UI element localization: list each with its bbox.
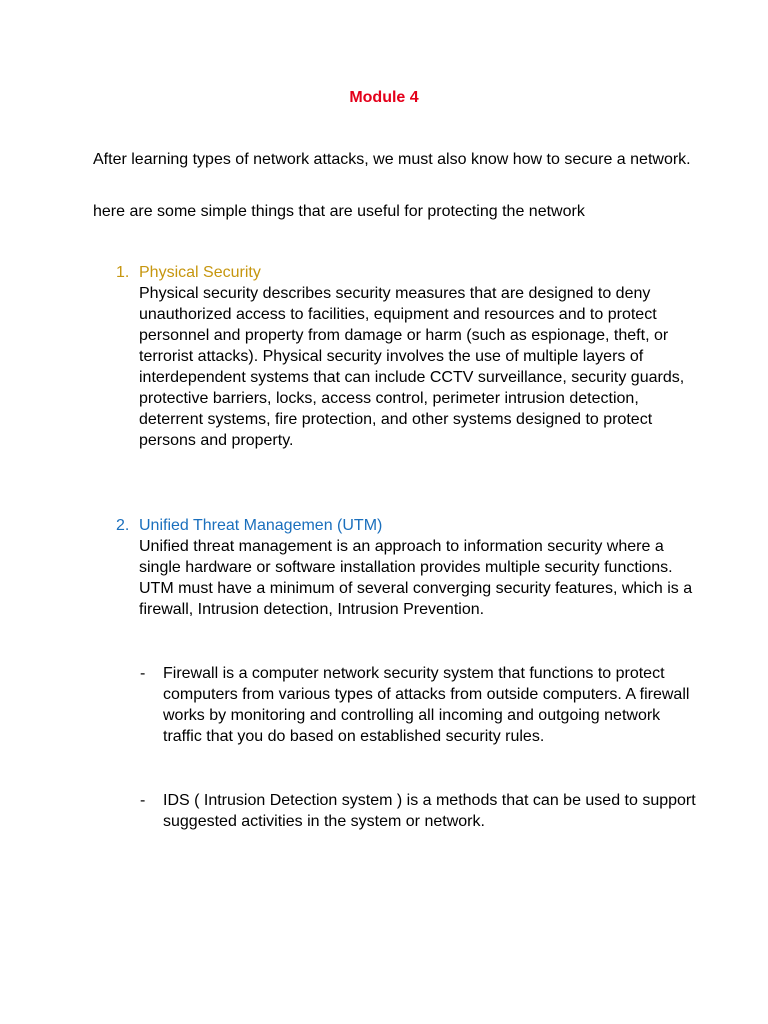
bullet-text: Firewall is a computer network security system that functions to protect computers from various types of attacks from outside computers. A firewall works by monitoring and controlling all incoming and outgoing network traffic that you do based on established security rules.: [163, 665, 690, 745]
bullet-ids: [140, 790, 700, 832]
section-utm: [116, 515, 696, 620]
section-body: Unified threat management is an approach to information security where a single hardware or software installation provides multiple security functions. UTM must have a minimum of several converging security features, which is a firewall, Intrusion detection, Intrusion Prevention.: [139, 538, 693, 618]
section-heading: [116, 515, 696, 536]
section-title: Unified Threat Managemen (UTM): [139, 517, 383, 534]
intro-subtext: here are some simple things that are useful for protecting the network: [93, 203, 585, 220]
section-title: Physical Security: [139, 264, 261, 281]
intro-paragraph: After learning types of network attacks, we must also know how to secure a network.: [93, 151, 691, 168]
bullet-text: IDS ( Intrusion Detection system ) is a methods that can be used to support suggested activities in the system or network.: [163, 792, 696, 830]
page-title: Module 4: [349, 89, 419, 106]
section-number: 2.: [116, 517, 130, 534]
section-heading: [116, 262, 696, 283]
bullet-marker: -: [140, 792, 146, 809]
bullet-marker: -: [140, 665, 146, 682]
section-number: 1.: [116, 264, 130, 281]
section-body: Physical security describes security measures that are designed to deny unauthorized access to facilities, equipment and resources and to protect personnel and property from damage or harm (such as espionage, theft, or terrorist attacks). Physical security involves the use of multiple layers of interdependent systems that can include CCTV surveillance, security guards, protective barriers, locks, access control, perimeter intrusion detection, deterrent systems, fire protection, and other systems designed to protect persons and property.: [139, 285, 685, 449]
section-physical-security: [116, 262, 696, 451]
bullet-firewall: [140, 663, 700, 747]
